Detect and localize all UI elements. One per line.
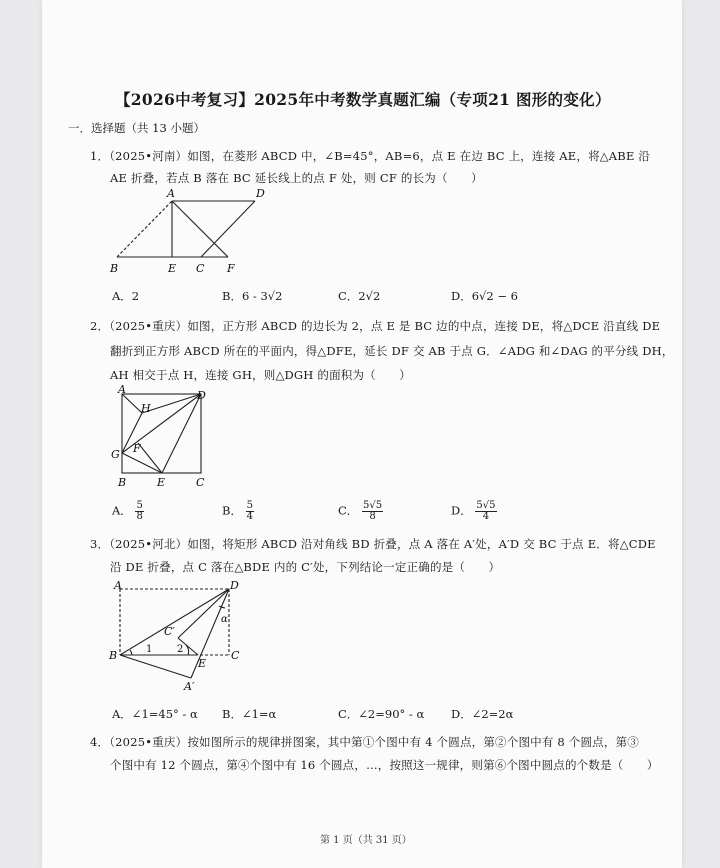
q2-option-a-num: 5 [136,500,143,511]
q1-text-line2: AE 折叠，若点 B 落在 BC 延长线上的点 F 处，则 CF 的长为（ ） [110,171,483,185]
q1-option-a: A．2 [112,289,140,303]
q2-option-c [338,501,383,522]
q2-segment-ge [122,453,162,473]
q2-option-b-den: 4 [246,511,253,522]
q1-side-dc [201,201,255,257]
q2-option-d-den: 4 [482,511,490,522]
q3-label-a: A [114,579,122,592]
q1-option-c: C．2√2 [338,289,381,303]
q1-label-a: A [167,187,175,200]
q2-option-d [451,501,497,522]
q2-label-d: D [197,389,206,402]
q2-segment-de [162,394,201,473]
q1-label-b: B [110,262,119,275]
q2-option-a [112,501,144,522]
q2-option-c-fraction [362,501,383,522]
q1-segment-af [172,201,228,257]
page-footer: 第 1 页（共 31 页） [320,835,412,846]
q2-option-a-den: 8 [136,511,143,522]
q3-label-angle1: 1 [146,644,153,655]
q2-text-line1: 2．（2025•重庆）如图，正方形 ABCD 的边长为 2，点 E 是 BC 边的中点，连接 DE，将△DCE 沿直线 DE [90,319,661,333]
q2-option-b-fraction [246,501,254,522]
q3-label-alpha: α [221,614,228,625]
q2-label-g: G [111,448,120,461]
q1-label-c: C [196,262,205,275]
q3-label-c: C [231,649,240,662]
q1-option-b: B．6 - 3√2 [222,289,283,303]
q3-segment-ba-prime [120,655,191,678]
q2-option-a-fraction [135,501,143,522]
q3-label-c-prime: C′ [164,625,175,638]
q3-text-line2: 沿 DE 折叠，点 C 落在△BDE 内的 C′处，下列结论一定正确的是（ ） [110,560,501,574]
q3-label-d: D [230,579,239,592]
q1-figure [105,186,275,278]
q3-text-line1: 3．（2025•河北）如图，将矩形 ABCD 沿对角线 BD 折叠，点 A 落在 A′处，A′D 交 BC 于点 E．将△CDE [90,537,656,551]
q2-option-c-den: 8 [369,511,376,522]
q2-option-b-label: B． [222,503,242,518]
q2-text-line2: 翻折到正方形 ABCD 所在的平面内，得△DFE，延长 DF 交 AB 于点 G．∠ADG 和∠DAG 的平分线 DH， [110,344,674,358]
q3-option-a: A．∠1=45° - α [112,707,198,721]
q3-option-d: D．∠2=2α [451,707,514,721]
q4-text-line2: 个图中有 12 个圆点，第④个图中有 16 个圆点，…，按照这一规律，则第⑥个图中圆点的个数是（ ） [110,758,659,772]
q2-label-c: C [196,476,205,489]
q3-option-c: C．∠2=90° - α [338,707,425,721]
q3-option-b: B．∠1=α [222,707,277,721]
q3-label-e: E [198,657,207,670]
q2-label-a: A [118,385,126,396]
q3-label-a-prime: A′ [184,680,195,693]
q2-label-e: E [157,476,166,489]
q3-label-b: B [109,649,118,662]
q2-option-c-label: C． [338,503,359,518]
q2-text-line3: AH 相交于点 H，连接 GH，则△DGH 的面积为（ ） [110,368,411,382]
q1-label-f: F [227,262,235,275]
q3-diagonal-bd [120,589,229,655]
section-heading: 一．选择题（共 13 小题） [68,121,205,135]
q3-label-angle2: 2 [177,644,184,655]
q2-option-d-fraction [475,501,496,522]
q2-option-a-label: A． [112,503,132,518]
q2-figure [108,385,208,495]
q3-segment-da-prime [191,589,229,678]
q4-text-line1: 4．（2025•重庆）按如图所示的规律拼图案，其中第①个图中有 4 个圆点，第②个图中有 8 个圆点，第③ [90,735,639,749]
q2-option-d-num: 5√5 [476,500,496,511]
q3-angle1-arc [130,650,132,655]
q1-label-d: D [256,187,265,200]
q2-label-f: F [133,442,141,455]
q2-label-h: H [141,402,151,415]
q1-option-d: D．6√2 − 6 [451,289,518,303]
q1-text-line1: 1．（2025•河南）如图，在菱形 ABCD 中，∠B=45°，AB=6，点 E 在边 BC 上，连接 AE，将△ABE 沿 [90,149,651,163]
q2-segment-ef [138,443,162,473]
q2-label-b: B [118,476,127,489]
q2-option-b-num: 5 [246,500,253,511]
q2-option-d-label: D． [451,503,472,518]
q1-label-e: E [168,262,177,275]
q3-figure [106,578,246,696]
q2-segment-ah [122,394,142,413]
q2-option-b [222,501,254,522]
q1-side-ab [117,201,172,257]
q2-option-c-num: 5√5 [362,500,383,511]
q2-segment-dh [142,394,201,413]
page-title: 【2026中考复习】2025年中考数学真题汇编（专项21 图形的变化） [115,90,611,109]
